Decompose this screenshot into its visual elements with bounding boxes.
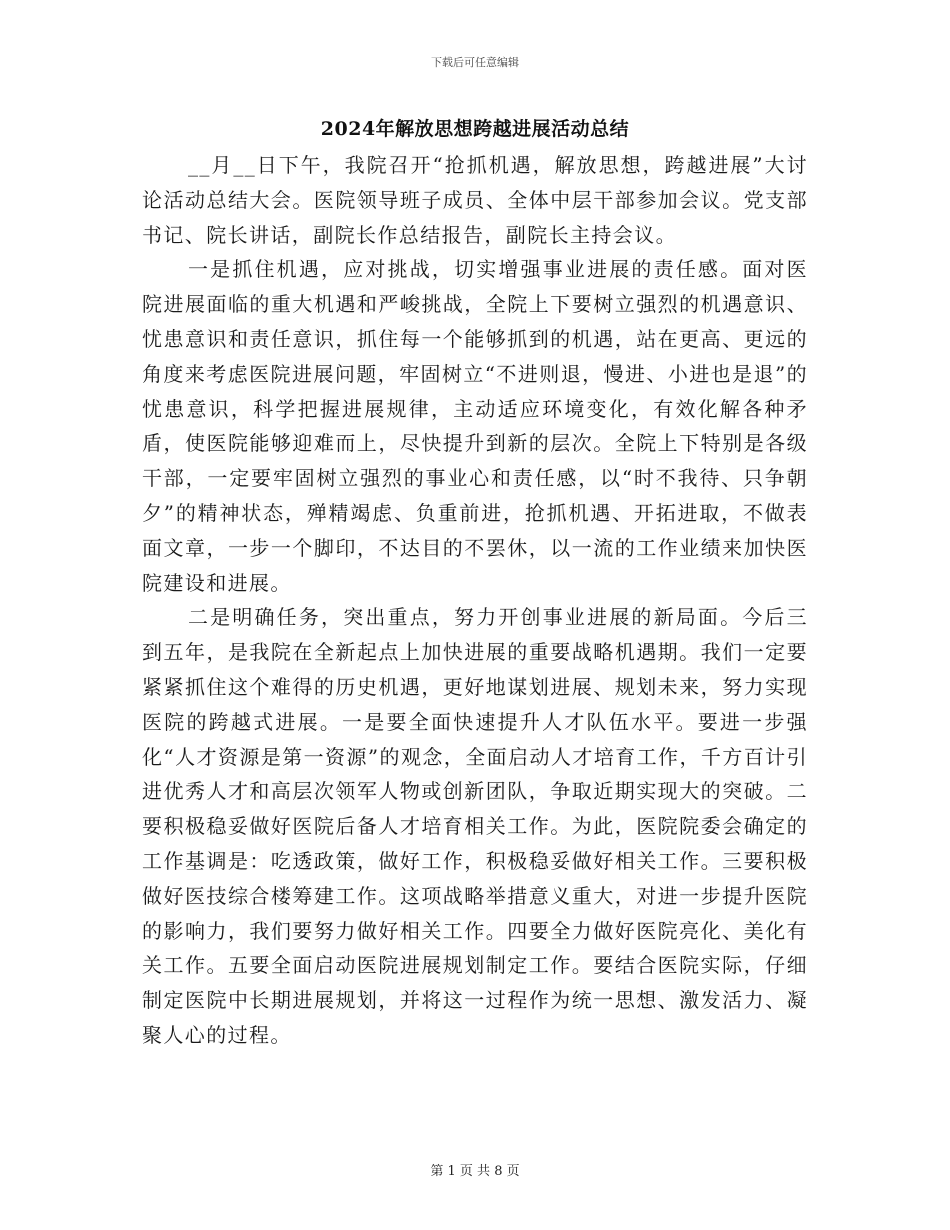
document-body: [142, 148, 808, 1053]
document-title: 2024年解放思想跨越进展活动总结: [320, 118, 630, 140]
paragraph-1: __月__日下午，我院召开“抢抓机遇，解放思想，跨越进展”大讨论活动总结大会。医院领导班子成员、全体中层干部参加会议。党支部书记、院长讲话，副院长作总结报告，副院长主持会议。: [142, 153, 808, 247]
header-note: 下载后可任意编辑: [431, 56, 519, 69]
paragraph-2: 一是抓住机遇，应对挑战，切实增强事业进展的责任感。面对医院进展面临的重大机遇和严峻挑战，全院上下要树立强烈的机遇意识、忧患意识和责任意识，抓住每一个能够抓到的机遇，站在更高、更远的角度来考虑医院进展问题，牢固树立“不进则退，慢进、小进也是退”的忧患意识，科学把握进展规律，主动适应环境变化，有效化解各种矛盾，使医院能够迎难而上，尽快提升到新的层次。全院上下特别是各级干部，一定要牢固树立强烈的事业心和责任感，以“时不我待、只争朝夕”的精神状态，殚精竭虑、负重前进，抢抓机遇、开拓进取，不做表面文章，一步一个脚印，不达目的不罢休，以一流的工作业绩来加快医院建设和进展。: [142, 257, 808, 595]
paragraph-3: 二是明确任务，突出重点，努力开创事业进展的新局面。今后三到五年，是我院在全新起点上加快进展的重要战略机遇期。我们一定要紧紧抓住这个难得的历史机遇，更好地谋划进展、规划未来，努力实现医院的跨越式进展。一是要全面快速提升人才队伍水平。要进一步强化“人才资源是第一资源”的观念，全面启动人才培育工作，千方百计引进优秀人才和高层次领军人物或创新团队，争取近期实现大的突破。二要积极稳妥做好医院后备人才培育相关工作。为此，医院院委会确定的工作基调是：吃透政策，做好工作，积极稳妥做好相关工作。三要积极做好医技综合楼筹建工作。这项战略举措意义重大，对进一步提升医院的影响力，我们要努力做好相关工作。四要全力做好医院亮化、美化有关工作。五要全面启动医院进展规划制定工作。要结合医院实际，仔细制定医院中长期进展规划，并将这一过程作为统一思想、激发活力、凝聚人心的过程。: [142, 605, 808, 1047]
page-footer: 第 1 页 共 8 页: [430, 1164, 520, 1179]
